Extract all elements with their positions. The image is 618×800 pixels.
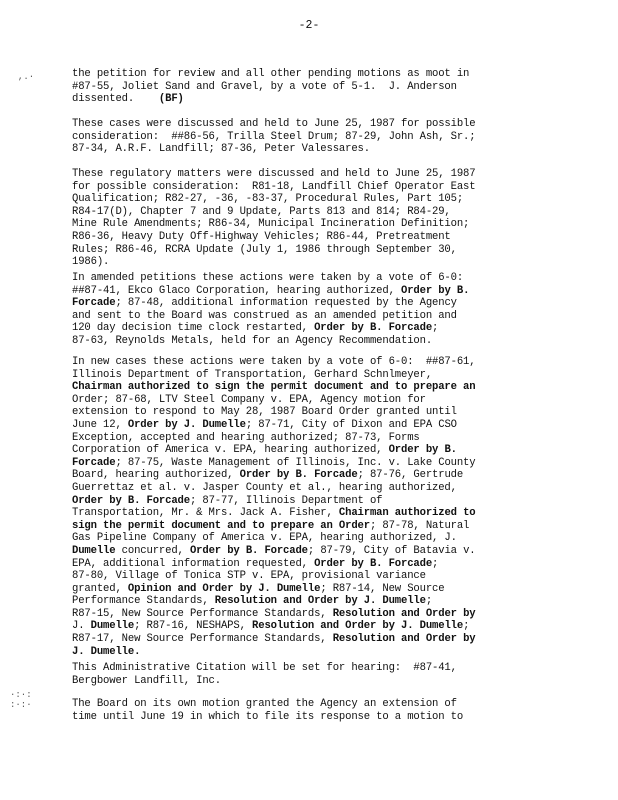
text-line: Transportation, Mr. & Mrs. Jack A. Fisher, Chairman authorized to <box>72 507 476 520</box>
paragraph-new-cases <box>72 356 552 658</box>
text-line: sign the permit document and to prepare an Order; 87-78, Natural <box>72 519 470 532</box>
text-line: In new cases these actions were taken by a vote of 6-0: ##87-61, <box>72 356 476 368</box>
text-line: 87-34, A.R.F. Landfill; 87-36, Peter Valessares. <box>72 143 370 156</box>
text-line: These regulatory matters were discussed and held to June 25, 1987 <box>72 168 476 180</box>
text-line: Illinois Department of Transportation, Gerhard Schnlmeyer, <box>72 368 433 381</box>
text-line: 1986). <box>72 256 110 269</box>
text-line: granted, Opinion and Order by J. Dumelle; R87-14, New Source <box>72 582 445 595</box>
text-line: R86-36, Heavy Duty Off-Highway Vehicles; R86-44, Pretreatment <box>72 230 451 243</box>
text-line: Bergbower Landfill, Inc. <box>72 674 221 687</box>
text-line: 87-63, Reynolds Metals, held for an Agency Recommendation. <box>72 334 433 347</box>
text-line: Chairman authorized to sign the permit document and to prepare an <box>72 381 476 394</box>
text-line: Qualification; R82-27, -36, -83-37, Procedural Rules, Part 105; <box>72 193 464 206</box>
text-line: Forcade; 87-75, Waste Management of Illinois, Inc. v. Lake County <box>72 456 476 469</box>
text-line: Forcade; 87-48, additional information requested by the Agency <box>72 297 457 310</box>
text-line: Board, hearing authorized, Order by B. Forcade; 87-76, Gertrude <box>72 469 464 482</box>
paragraph-amended-petitions <box>72 272 552 348</box>
text-line: ##87-41, Ekco Glaco Corporation, hearing authorized, Order by B. <box>72 284 470 297</box>
text-line: The Board on its own motion granted the Agency an extension of <box>72 698 457 710</box>
margin-mark: ·:·: :·:· <box>10 690 32 710</box>
text-line: R87-15, New Source Performance Standards, Resolution and Order by <box>72 607 476 620</box>
text-line: Order by B. Forcade; 87-77, Illinois Department of <box>72 494 383 507</box>
text-line: June 12, Order by J. Dumelle; 87-71, City of Dixon and EPA CSO <box>72 418 457 431</box>
text-line: In amended petitions these actions were taken by a vote of 6-0: <box>72 272 464 284</box>
text-line: the petition for review and all other pending motions as moot in <box>72 68 470 80</box>
text-line: R87-17, New Source Performance Standards, Resolution and Order by <box>72 633 476 646</box>
paragraph-administrative-citation <box>72 662 552 687</box>
text-line: dissented. (BF) <box>72 93 184 106</box>
text-line: #87-55, Joliet Sand and Gravel, by a vote of 5-1. J. Anderson <box>72 80 457 93</box>
paragraph-regulatory-matters <box>72 168 552 269</box>
paragraph-motion-result <box>72 68 552 106</box>
text-line: This Administrative Citation will be set for hearing: #87-41, <box>72 662 457 674</box>
text-line: Dumelle concurred, Order by B. Forcade; 87-79, City of Batavia v. <box>72 544 476 557</box>
text-line: Rules; R86-46, RCRA Update (July 1, 1986 through September 30, <box>72 243 457 256</box>
margin-mark: ,.· <box>18 72 35 82</box>
text-line: consideration: ##86-56, Trilla Steel Drum; 87-29, John Ash, Sr.; <box>72 130 476 143</box>
paragraph-board-motion <box>72 698 552 723</box>
text-line: Corporation of America v. EPA, hearing authorized, Order by B. <box>72 444 457 457</box>
text-line: Performance Standards, Resolution and Order by J. Dumelle; <box>72 595 433 608</box>
page-number: -2- <box>298 19 320 32</box>
text-line: 87-80, Village of Tonica STP v. EPA, provisional variance <box>72 570 426 583</box>
text-line: J. Dumelle. <box>72 645 141 658</box>
text-line: Exception, accepted and hearing authorized; 87-73, Forms <box>72 431 420 444</box>
text-line: These cases were discussed and held to June 25, 1987 for possible <box>72 118 476 130</box>
text-line: 120 day decision time clock restarted, Order by B. Forcade; <box>72 322 439 335</box>
text-line: and sent to the Board was construed as an amended petition and <box>72 309 457 322</box>
text-line: R84-17(D), Chapter 7 and 9 Update, Parts 813 and 814; R84-29, <box>72 205 451 218</box>
text-line: time until June 19 in which to file its response to a motion to <box>72 710 464 723</box>
text-line: Gas Pipeline Company of America v. EPA, hearing authorized, J. <box>72 532 457 545</box>
text-line: extension to respond to May 28, 1987 Board Order granted until <box>72 406 457 419</box>
text-line: for possible consideration: R81-18, Landfill Chief Operator East <box>72 180 476 193</box>
text-line: J. Dumelle; R87-16, NESHAPS, Resolution and Order by J. Dumelle; <box>72 620 470 633</box>
text-line: Guerrettaz et al. v. Jasper County et al., hearing authorized, <box>72 481 457 494</box>
paragraph-held-cases <box>72 118 552 156</box>
text-line: Order; 87-68, LTV Steel Company v. EPA, Agency motion for <box>72 393 426 406</box>
text-line: EPA, additional information requested, Order by B. Forcade; <box>72 557 439 570</box>
text-line: Mine Rule Amendments; R86-34, Municipal Incineration Definition; <box>72 218 470 231</box>
